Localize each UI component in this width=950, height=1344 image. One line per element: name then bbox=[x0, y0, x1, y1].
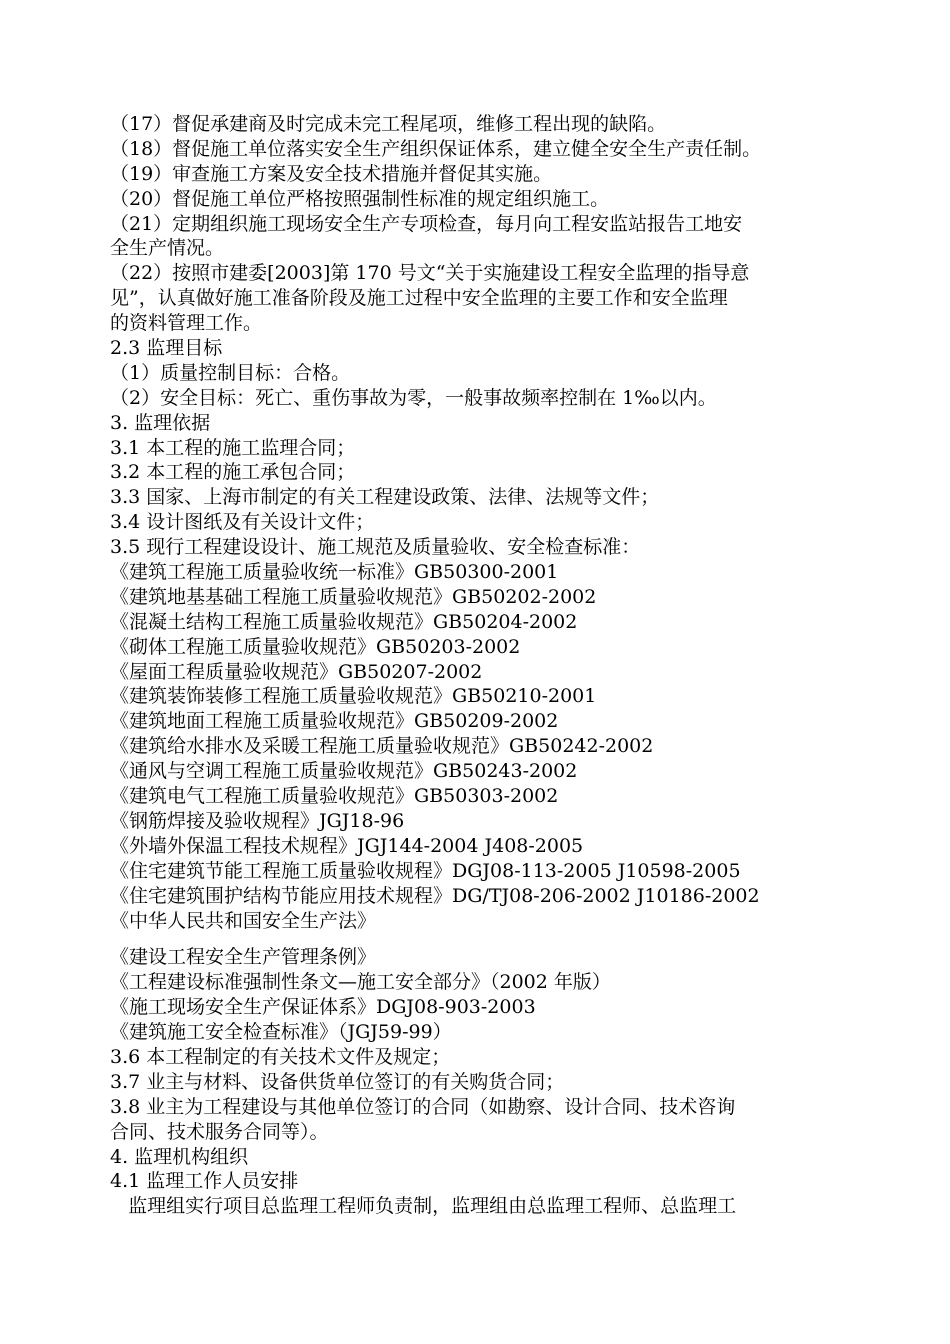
text-line: （21）定期组织施工现场安全生产专项检查，每月向工程安监站报告工地安 bbox=[110, 212, 743, 235]
text-line: 3.2 本工程的施工承包合同； bbox=[110, 461, 356, 484]
section-heading: 4. 监理机构组织 bbox=[110, 1145, 249, 1168]
text-line: 合同、技术服务合同等）。 bbox=[110, 1120, 329, 1143]
standard-item: 《施工现场安全生产保证体系》DGJ08-903-2003 bbox=[110, 996, 536, 1019]
text-line: 3.7 业主与材料、设备供货单位签订的有关购货合同； bbox=[110, 1070, 565, 1093]
standard-item: 《屋面工程质量验收规范》GB50207-2002 bbox=[110, 660, 483, 683]
standard-item: 《中华人民共和国安全生产法》 bbox=[110, 909, 377, 932]
text-line: 的资料管理工作。 bbox=[110, 312, 263, 335]
paragraph-gap bbox=[110, 933, 870, 945]
standard-item: 《工程建设标准强制性条文—施工安全部分》（2002 年版） bbox=[110, 971, 611, 994]
text-line: （1）质量控制目标：合格。 bbox=[110, 361, 351, 384]
standard-item: 《砌体工程施工质量验收规范》GB50203-2002 bbox=[110, 635, 521, 658]
text-line: （2）安全目标：死亡、重伤事故为零，一般事故频率控制在 1‰以内。 bbox=[110, 386, 717, 409]
standard-item: 《建筑工程施工质量验收统一标准》GB50300-2001 bbox=[110, 561, 559, 584]
text-line: （18）督促施工单位落实安全生产组织保证体系，建立健全安全生产责任制。 bbox=[110, 137, 762, 160]
text-line: （19）审查施工方案及安全技术措施并督促其实施。 bbox=[110, 162, 553, 185]
text-line: （20）督促施工单位严格按照强制性标准的规定组织施工。 bbox=[110, 187, 610, 210]
text-line: （17）督促承建商及时完成未完工程尾项，维修工程出现的缺陷。 bbox=[110, 113, 667, 135]
text-line: 3.4 设计图纸及有关设计文件； bbox=[110, 511, 375, 534]
text-line: 监理组实行项目总监理工程师负责制，监理组由总监理工程师、总监理工 bbox=[110, 1195, 737, 1218]
text-line: 见”，认真做好施工准备阶段及施工过程中安全监理的主要工作和安全监理 bbox=[110, 287, 728, 310]
section-heading: 4.1 监理工作人员安排 bbox=[110, 1170, 299, 1193]
text-line: （22）按照市建委[2003]第 170 号文“关于实施建设工程安全监理的指导意 bbox=[110, 262, 750, 285]
text-line: 3.5 现行工程建设设计、施工规范及质量验收、安全检查标准： bbox=[110, 536, 641, 559]
standard-item: 《建筑装饰装修工程施工质量验收规范》GB50210-2001 bbox=[110, 685, 597, 708]
standard-item: 《混凝土结构工程施工质量验收规范》GB50204-2002 bbox=[110, 610, 578, 633]
standard-item: 《外墙外保温工程技术规程》JGJ144-2004 J408-2005 bbox=[110, 834, 584, 857]
standard-item: 《建筑给水排水及采暖工程施工质量验收规范》GB50242-2002 bbox=[110, 735, 654, 758]
section-heading: 2.3 监理目标 bbox=[110, 337, 223, 360]
text-line: 全生产情况。 bbox=[110, 237, 225, 260]
standard-item: 《建筑施工安全检查标准》（JGJ59-99） bbox=[110, 1021, 452, 1044]
standard-item: 《建筑地面工程施工质量验收规范》GB50209-2002 bbox=[110, 710, 559, 733]
text-line: 3.3 国家、上海市制定的有关工程建设政策、法律、法规等文件； bbox=[110, 486, 660, 509]
standard-item: 《钢筋焊接及验收规程》JGJ18-96 bbox=[110, 809, 405, 832]
standard-item: 《建设工程安全生产管理条例》 bbox=[110, 946, 377, 969]
text-line: 3.8 业主为工程建设与其他单位签订的合同（如勘察、设计合同、技术咨询 bbox=[110, 1095, 736, 1118]
text-line: 3.1 本工程的施工监理合同； bbox=[110, 436, 356, 459]
text-line: 3.6 本工程制定的有关技术文件及规定； bbox=[110, 1045, 451, 1068]
standard-item: 《住宅建筑节能工程施工质量验收规程》DGJ08-113-2005 J10598-2005 bbox=[110, 859, 741, 882]
standard-item: 《建筑地基基础工程施工质量验收规范》GB50202-2002 bbox=[110, 585, 597, 608]
section-heading: 3. 监理依据 bbox=[110, 411, 211, 434]
standard-item: 《建筑电气工程施工质量验收规范》GB50303-2002 bbox=[110, 785, 559, 808]
standard-item: 《住宅建筑围护结构节能应用技术规程》DG/TJ08-206-2002 J10186-2002 bbox=[110, 884, 760, 907]
standard-item: 《通风与空调工程施工质量验收规范》GB50243-2002 bbox=[110, 760, 578, 783]
document-body bbox=[110, 112, 870, 1219]
